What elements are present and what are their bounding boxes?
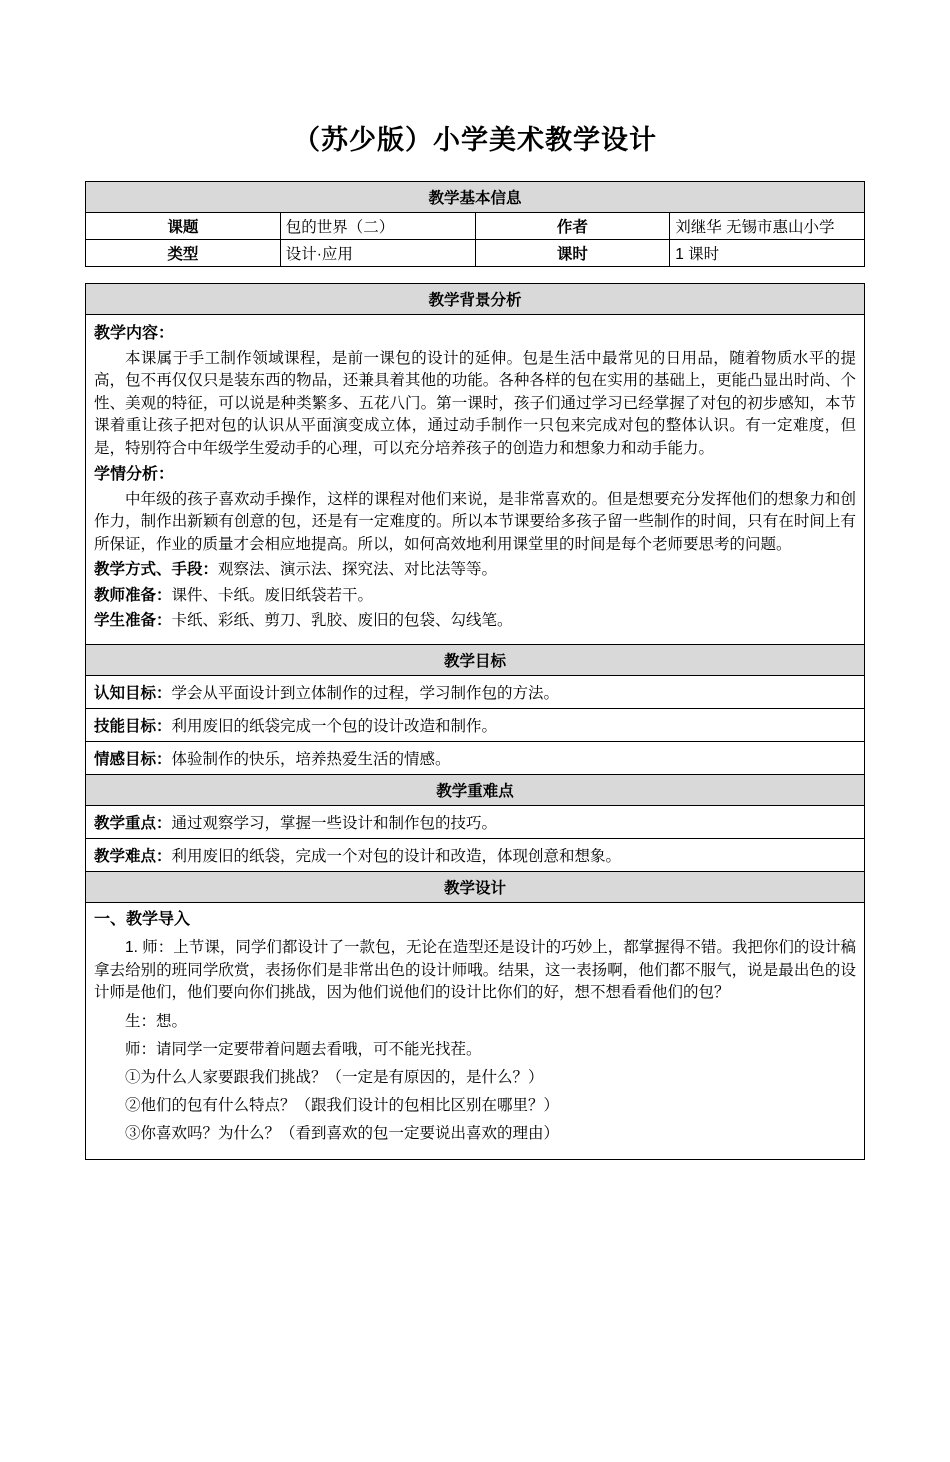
value-periods: 1 课时 — [670, 240, 865, 267]
label-author: 作者 — [475, 213, 670, 240]
table-row — [86, 871, 865, 902]
main-content-table — [85, 283, 865, 1160]
text-key-point-focus: 通过观察学习，掌握一些设计和制作包的技巧。 — [171, 814, 498, 832]
page-title: （苏少版）小学美术教学设计 — [293, 125, 657, 155]
value-author: 刘继华 无锡市惠山小学 — [670, 213, 865, 240]
text-objective-emotional: 体验制作的快乐，培养热爱生活的情感。 — [171, 750, 451, 768]
line-teacher-prep — [94, 585, 856, 607]
label-key-point-focus: 教学重点： — [94, 814, 172, 832]
objective-emotional — [86, 741, 865, 774]
table-row — [86, 182, 865, 213]
section-heading-design: 教学设计 — [86, 871, 865, 902]
label-key-point-difficulty: 教学难点： — [94, 847, 172, 865]
question-one: ①为什么人家要跟我们挑战？（一定是有原因的，是什么？） — [125, 1068, 544, 1086]
objective-skill — [86, 708, 865, 741]
text-student-prep: 卡纸、彩纸、剪刀、乳胶、废旧的包袋、勾线笔。 — [171, 612, 513, 630]
label-teaching-method: 教学方式、手段： — [94, 561, 219, 579]
table-row — [86, 902, 865, 1159]
value-type: 设计·应用 — [280, 240, 475, 267]
table-row — [86, 284, 865, 315]
value-topic: 包的世界（二） — [280, 213, 475, 240]
label-student-prep: 学生准备： — [94, 612, 172, 630]
table-row — [86, 708, 865, 741]
label-type: 类型 — [86, 240, 281, 267]
table-row — [86, 741, 865, 774]
paragraph-student-analysis: 中年级的孩子喜欢动手操作，这样的课程对他们来说，是非常喜欢的。但是想要充分发挥他们的想象力和创作力，制作出新颖有创意的包，还是有一定难度的。所以本节课要给多孩子留一些制作的时间，只有在时间上有所保证，作业的质量才会相应地提高。所以，如何高效地利用课堂里的时间是每个老师要思考的问题。 — [94, 490, 856, 553]
section-heading-basic-info: 教学基本信息 — [86, 182, 865, 213]
label-periods: 课时 — [475, 240, 670, 267]
text-key-point-difficulty: 利用废旧的纸袋，完成一个对包的设计和改造，体现创意和想象。 — [171, 847, 622, 865]
label-objective-skill: 技能目标： — [94, 717, 172, 735]
text-teaching-method: 观察法、演示法、探究法、对比法等等。 — [218, 561, 498, 579]
background-content-cell — [86, 315, 865, 645]
design-content-cell — [86, 902, 865, 1159]
section-heading-background: 教学背景分析 — [86, 284, 865, 315]
text-objective-skill: 利用废旧的纸袋完成一个包的设计改造和制作。 — [171, 717, 498, 735]
section-heading-objectives: 教学目标 — [86, 644, 865, 675]
line-teaching-method — [94, 559, 856, 581]
table-row — [86, 240, 865, 267]
table-row — [86, 213, 865, 240]
paragraph-teaching-content: 本课属于手工制作领域课程，是前一课包的设计的延伸。包是生活中最常见的日用品，随着物质水平的提高，包不再仅仅只是装东西的物品，还兼具着其他的功能。各种各样的包在实用的基础上，更能凸显出时尚、个性、美观的特征，可以说是种类繁多、五花八门。第一课时，孩子们通过学习已经掌握了对包的初步感知，本节课着重让孩子把对包的认识从平面演变成立体，通过动手制作一只包来完成对包的整体认识。有一定难度，但是，特别符合中年级学生爱动手的心理，可以充分培养孩子的创造力和想象力和动手能力。 — [94, 349, 856, 457]
subheading-part-one: 一、教学导入 — [94, 910, 191, 928]
key-point-focus — [86, 805, 865, 838]
label-topic: 课题 — [86, 213, 281, 240]
subheading-student-analysis: 学情分析： — [94, 466, 175, 484]
subheading-teaching-content: 教学内容： — [94, 325, 175, 342]
table-row — [86, 644, 865, 675]
basic-info-table — [85, 181, 865, 267]
table-row — [86, 774, 865, 805]
key-point-difficulty — [86, 838, 865, 871]
objective-cognitive — [86, 675, 865, 708]
line-teacher-prompt: 师：请同学一定要带着问题去看哦，可不能光找茬。 — [125, 1040, 482, 1058]
section-heading-key-points: 教学重难点 — [86, 774, 865, 805]
paragraph-intro: 1. 师：上节课，同学们都设计了一款包，无论在造型还是设计的巧妙上，都掌握得不错。我把你们的设计稿拿去给别的班同学欣赏，表扬你们是非常出色的设计师哦。结果，这一表扬啊，他们都不服气，说是最出色的设计师是他们，他们要向你们挑战，因为他们说他们的设计比你们的好，想不想看看他们的包？ — [94, 939, 856, 1002]
question-two: ②他们的包有什么特点？（跟我们设计的包相比区别在哪里？） — [125, 1096, 560, 1114]
label-teacher-prep: 教师准备： — [94, 586, 172, 604]
label-objective-emotional: 情感目标： — [94, 750, 172, 768]
line-student-prep — [94, 610, 856, 632]
table-row — [86, 805, 865, 838]
label-objective-cognitive: 认知目标： — [94, 684, 172, 702]
table-row — [86, 315, 865, 645]
question-three: ③你喜欢吗？为什么？（看到喜欢的包一定要说出喜欢的理由） — [125, 1124, 560, 1142]
text-teacher-prep: 课件、卡纸。废旧纸袋若干。 — [171, 586, 374, 604]
document-page — [0, 118, 950, 1462]
table-row — [86, 838, 865, 871]
line-student-reply: 生：想。 — [125, 1012, 188, 1030]
table-row — [86, 675, 865, 708]
text-objective-cognitive: 学会从平面设计到立体制作的过程，学习制作包的方法。 — [171, 684, 560, 702]
